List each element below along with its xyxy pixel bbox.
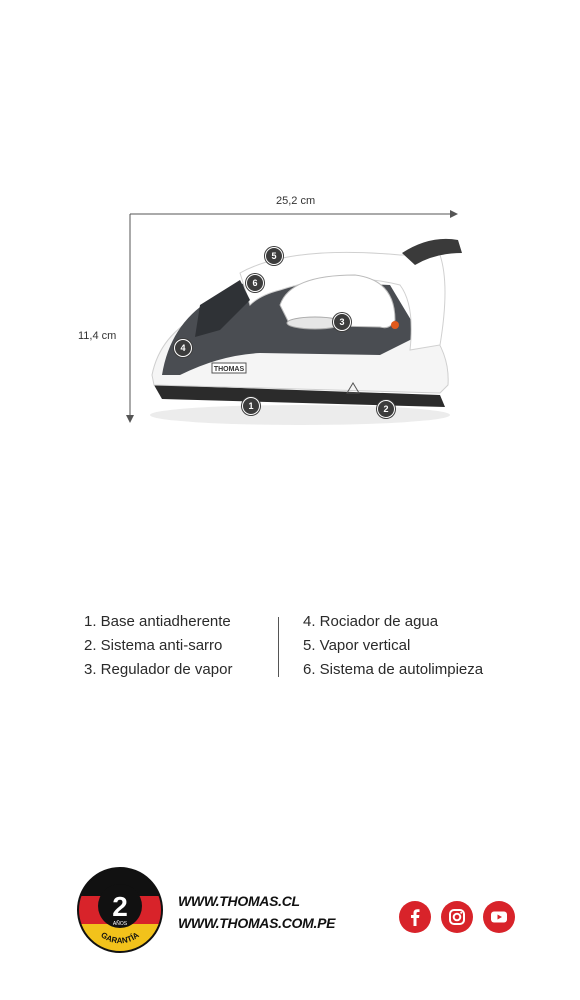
iron-brand-label: THOMAS bbox=[213, 366, 245, 373]
youtube-icon[interactable] bbox=[483, 901, 515, 933]
height-dimension-label: 11,4 cm bbox=[78, 330, 117, 342]
callout-1: 1 bbox=[242, 397, 260, 415]
website-link-pe[interactable]: WWW.THOMAS.COM.PE bbox=[178, 915, 336, 931]
callout-5: 5 bbox=[265, 247, 283, 265]
warranty-years-label: AÑOS bbox=[112, 921, 128, 927]
website-links bbox=[178, 890, 335, 934]
website-link-cl[interactable]: WWW.THOMAS.CL bbox=[178, 893, 300, 909]
callout-6: 6 bbox=[246, 274, 264, 292]
callout-2: 2 bbox=[377, 400, 395, 418]
features-right-column bbox=[303, 610, 483, 682]
feature-item: 2. Sistema anti-sarro bbox=[84, 637, 223, 654]
feature-item: 3. Regulador de vapor bbox=[84, 661, 233, 678]
feature-item: 5. Vapor vertical bbox=[303, 637, 411, 654]
features-left-column bbox=[84, 610, 232, 682]
instagram-icon[interactable] bbox=[441, 901, 473, 933]
warranty-text: GARANTÍA bbox=[99, 930, 141, 946]
width-dimension-label: 25,2 cm bbox=[276, 195, 316, 207]
features-divider bbox=[278, 617, 279, 677]
warranty-years-number: 2 bbox=[112, 891, 128, 922]
feature-item: 6. Sistema de autolimpieza bbox=[303, 661, 484, 678]
callout-4: 4 bbox=[174, 339, 192, 357]
feature-item: 4. Rociador de agua bbox=[303, 613, 439, 630]
facebook-icon[interactable] bbox=[399, 901, 431, 933]
steam-iron-image bbox=[140, 225, 480, 430]
warranty-badge bbox=[76, 866, 164, 954]
callout-3: 3 bbox=[333, 313, 351, 331]
feature-item: 1. Base antiadherente bbox=[84, 613, 231, 630]
